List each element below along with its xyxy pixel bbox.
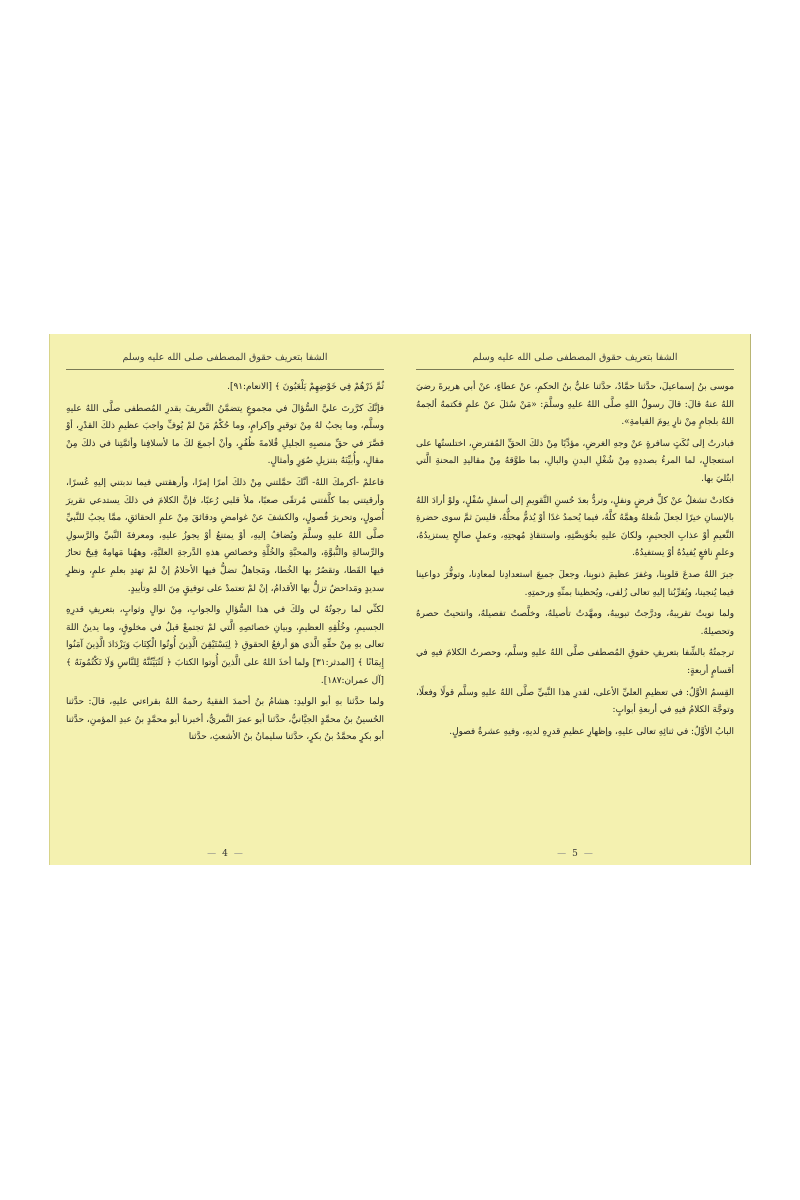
book-spread — [49, 334, 751, 865]
running-head: الشفا بتعريف حقوق المصطفى صلى الله عليه وسلم — [416, 352, 734, 370]
paragraph: ترجمتُهُ بالشِّفا بتعريفِ حقوقِ المُصطفى صلَّى اللهُ عليهِ وسلَّم، وحصرتُ الكلامَ فيهِ في أقسامٍ أربعةٍ: — [416, 648, 734, 676]
paragraph: لكنِّي لما رجوتُهُ لي ولكَ في هذا السُّؤالِ والجوابِ، مِنْ نوالٍ وثوابٍ، بتعريفِ قدرِهِ الجسيمِ، وخُلُقِهِ العظيمِ، وبيانِ خصائصِهِ الَّتي لمْ تجتمعْ قبلُ في مخلوقٍ، وما يدينُ اللهَ تعالى بهِ مِنْ حقِّهِ الَّذي هوَ أرفعُ الحقوقِ ﴿ لِيَسْتَيْقِنَ الَّذِينَ أُوتُوا الْكِتَابَ وَيَزْدَادَ الَّذِينَ آمَنُوا إِيمَانًا ﴾ [المدثر:٣١] ولما أخذَ اللهُ على الَّذينَ أُوتوا الكتابَ ﴿ لَتُبَيِّنُنَّهُ لِلنَّاسِ وَلَا تَكْتُمُونَهُ ﴾ [آل عمران:١٨٧]. — [66, 605, 384, 686]
paragraph: ولما حدَّثنا بهِ أبو الوليدِ: هشامُ بنُ أحمدَ الفقيهُ رحمهُ اللهُ بقراءتي عليهِ، قالَ: حدَّثنا الحُسينُ بنُ محمَّدٍ الجيَّانيُّ، حدَّثنا أبو عمرَ النَّمريُّ، أخبرنا أبو محمَّدٍ بنُ عبدِ المؤمنِ، حدَّثنا أبو بكرٍ محمَّدُ بنُ بكرٍ، حدَّثنا سليمانُ بنُ الأشعثِ، حدَّثنا — [66, 697, 384, 743]
paragraph: البابُ الأوَّلُ: في ثنائِهِ تعالى عليهِ، وإظهارِ عظيمِ قدرِهِ لديهِ، وفيهِ عشرةُ فصولٍ. — [449, 726, 734, 737]
page-number-value: 4 — [222, 849, 228, 859]
paragraph: فبادرتُ إلى نُكَتٍ سافرةٍ عنْ وجهِ الغرضِ، مؤدِّيًا مِنْ ذلكَ الحقِّ المُفترضِ، اختلستُها على استعجالٍ، لما المرءُ بصددِهِ مِنْ شُغْلِ البدنِ والبالِ، بما طوَّقهُ مِنْ مقاليدِ المحنةِ الَّتي ابتُليَ بها. — [416, 438, 734, 484]
page-number: — 4 — — [207, 849, 243, 859]
paragraph: موسى بنُ إسماعيلَ، حدَّثنا حمَّادٌ، حدَّثنا عليُّ بنُ الحكمِ، عنْ عطاءٍ، عنْ أبي هريرةَ رضيَ اللهُ عنهُ قالَ: قالَ رسولُ اللهِ صلَّى اللهُ عليهِ وسلَّمَ: «مَنْ سُئلَ عنْ علمٍ فكتمهُ ألجمهُ اللهُ بلجامٍ مِنْ نارٍ يومَ القيامةِ». — [416, 382, 734, 428]
paragraph: فكادتْ تشغلُ عنْ كلِّ فرضٍ ونفلٍ، وتردُّ بعدَ حُسنِ التَّقويمِ إلى أسفلِ سُفْلٍ، ولوْ أرادَ اللهُ بالإنسانِ خيرًا لجعلَ شُغلهُ وهمَّهُ كلَّهُ، فيما يُحمدُ غدًا أوْ يُذمُّ محلُّهُ، فليسَ ثمَّ سوى حضرةِ النَّعيمِ أوْ عذابِ الجحيمِ، ولكانَ عليهِ بخُوَيصَّتِهِ، واستنقاذِ مُهجتِهِ، وعملٍ صالحٍ يستزيدُهُ، وعلمٍ نافعٍ يُفيدُهُ أوْ يستفيدُهُ. — [416, 495, 734, 559]
paragraph: ثُمَّ ذَرْهُمْ فِي خَوْضِهِمْ يَلْعَبُونَ ﴾ [الانعام:٩١]. — [227, 382, 384, 392]
running-head: الشفا بتعريف حقوق المصطفى صلى الله عليه وسلم — [66, 352, 384, 370]
paragraph: فاعلمْ -أكرمكَ اللهُ- أنَّكَ حمَّلتني مِنْ ذلكَ أمرًا إمرًا، وأرهقتني فيما ندبتني إليهِ عُسرًا، وأرقيتني بما كلَّفتني مُرتقًى صعبًا، ملأ قلبي رُعبًا، فإنَّ الكلامَ في ذلكَ يستدعي تقريرَ أُصولٍ، وتحريرَ فُصولٍ، والكشفَ عنْ غوامضِ ودقائقَ مِنْ علمِ الحقائقِ، ممَّا يجبُ للنَّبيِّ صلَّى اللهُ عليهِ وسلَّمَ ويُضافُ إليهِ، أوْ يمتنعُ أوْ يجوزُ عليهِ، ومعرفةَ النَّبيِّ والرَّسولِ والرِّسالةِ والنُّبوَّةِ، والمحبَّةِ والخُلَّةِ وخصائصِ هذهِ الدَّرجةِ العليَّةِ، وههُنا مَهامِهُ فِيحٌ تحارُ فيها القَطا، وتقصُرُ بها الخُطا، ومَجاهلُ تضلُّ فيها الأحلامُ إنْ لمْ تهتدِ بعلمِ علمٍ، ونظرٍ سديدٍ ومَداحضُ تزلُّ بها الأقدامُ، إنْ لمْ تعتمدْ على توفيقٍ مِنَ اللهِ وتأييدٍ. — [66, 477, 384, 594]
page-number-value: 5 — [572, 849, 578, 859]
paragraph: القِسمُ الأوَّلُ: في تعظيمِ العليِّ الأعلى، لقدرِ هذا النَّبيِّ صلَّى اللهُ عليهِ وسلَّم قولًا وفعلًا، وتوجَّهَ الكلامُ فيهِ في أربعةِ أبوابٍ: — [416, 687, 734, 716]
paragraph: ولما نويتُ تقريبهُ، ودرَّجتُ تبويبهُ، ومهَّدتُ تأصيلهُ، وخلَّصتُ تفصيلهُ، وانتحيتُ حصرهُ وتحصيلهُ. — [416, 609, 734, 637]
right-page — [400, 334, 751, 865]
paragraph: فإنَّكَ كرَّرتَ عليَّ السُّؤالَ في مجموعٍ يتضمَّنُ التَّعريفَ بقدرِ المُصطفى صلَّى اللهُ عليهِ وسلَّم، وما يجبُ لهُ مِنْ توقيرٍ وإكرامٍ، وما حُكْمُ مَنْ لمْ يُوفِّ واجبَ عظيمِ ذلكَ القدْرِ، أوْ قصَّرَ في حقِّ منصبِهِ الجليلِ قُلامةَ ظُفُرٍ، وأنْ أجمعَ لكَ ما لأسلافِنا وأئمَّتِنا في ذلكَ مِنْ مقالٍ، وأُبيِّنَهُ بتنزيلِ صُوَرٍ وأمثالٍ. — [66, 403, 384, 467]
paragraph: جبرَ اللهُ صدعَ قلوبِنا، وغفرَ عظيمَ ذنوبِنا، وجعلَ جميعَ استعدادِنا لمعادِنا، وتوفُّرَ دواعينا فيما يُنجينا، ويُقرِّبُنا إليهِ تعالى زُلفى، ويُحظينا بمنِّهِ ورحمتِهِ. — [416, 569, 734, 598]
left-page — [49, 334, 400, 865]
page-number: — 5 — — [557, 849, 593, 859]
